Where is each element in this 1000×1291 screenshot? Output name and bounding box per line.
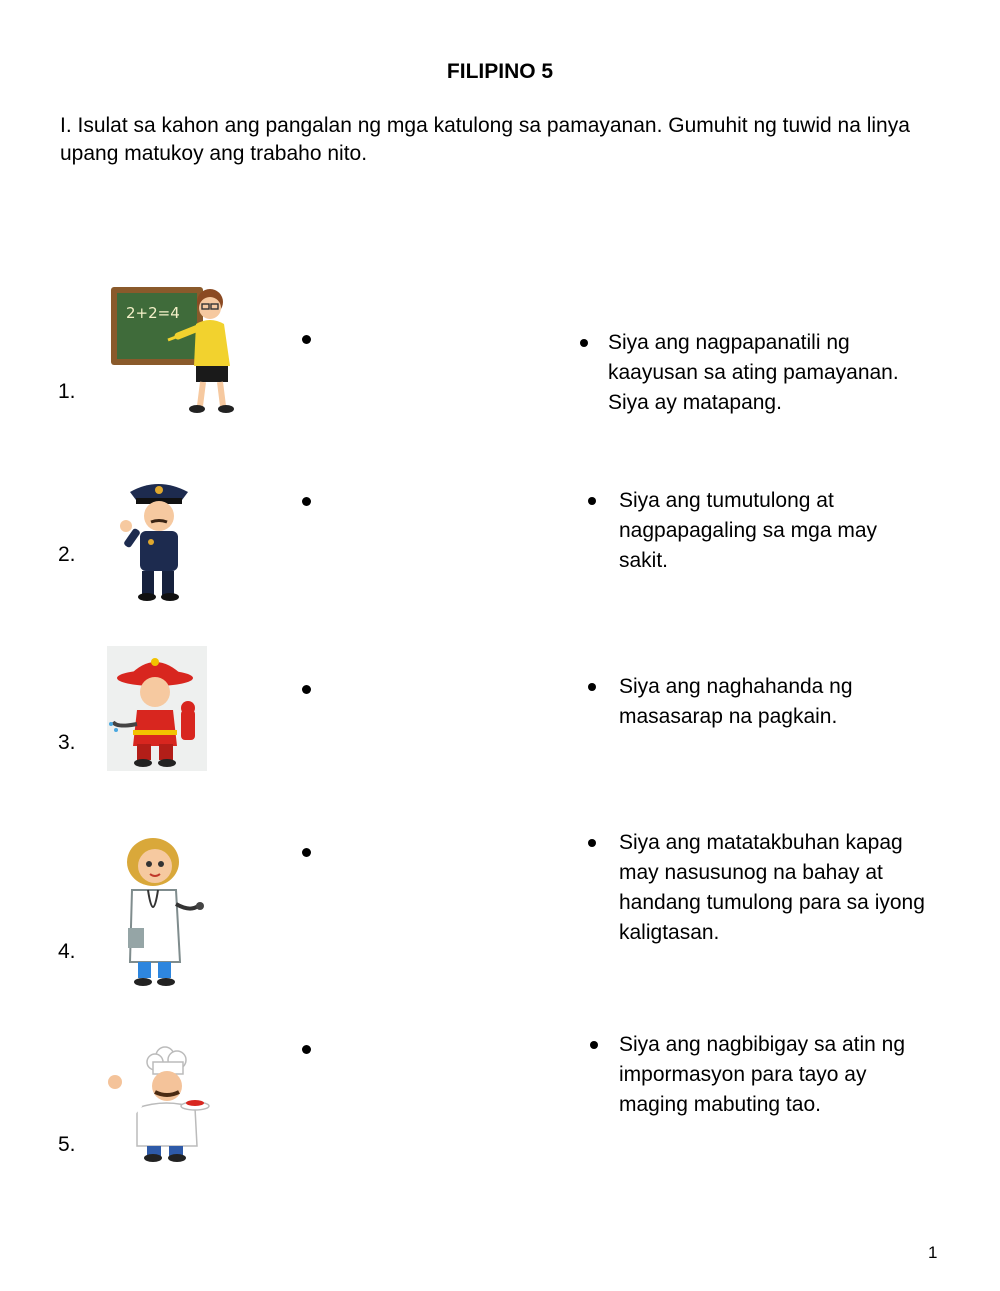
police-officer-illustration xyxy=(118,476,198,602)
description-text-4: Siya ang matatakbuhan kapag may nasusunog na bahay at handang tumulong para sa iyong kaligtasan. xyxy=(619,831,925,944)
match-dot-left-4[interactable] xyxy=(302,848,311,857)
item-number-5: 5. xyxy=(58,1133,76,1156)
match-dot-left-2[interactable] xyxy=(302,497,311,506)
teacher-illustration xyxy=(108,282,238,417)
description-item-4 xyxy=(588,828,938,948)
description-item-1 xyxy=(580,328,940,418)
item-number-1: 1. xyxy=(58,380,76,403)
match-dot-left-3[interactable] xyxy=(302,685,311,694)
page-title: FILIPINO 5 xyxy=(446,60,554,83)
description-item-5 xyxy=(590,1030,940,1120)
description-text-2: Siya ang tumutulong at nagpapagaling sa mga may sakit. xyxy=(619,489,878,572)
description-text-5: Siya ang nagbibigay sa atin ng impormasyon para tayo ay maging mabuting tao. xyxy=(619,1033,906,1116)
match-dot-right-4[interactable] xyxy=(588,839,596,847)
description-text-1: Siya ang nagpapanatili ng kaayusan sa ating pamayanan. Siya ay matapang. xyxy=(608,331,899,414)
description-item-3 xyxy=(588,672,898,732)
item-number-4: 4. xyxy=(58,940,76,963)
match-dot-left-1[interactable] xyxy=(302,335,311,344)
match-dot-right-1[interactable] xyxy=(580,339,588,347)
doctor-illustration xyxy=(118,834,208,989)
item-number-3: 3. xyxy=(58,731,76,754)
match-dot-right-5[interactable] xyxy=(590,1041,598,1049)
blackboard-equation: 2+2=4 xyxy=(126,304,180,322)
match-dot-right-3[interactable] xyxy=(588,683,596,691)
page-number: 1 xyxy=(928,1243,938,1262)
item-number-2: 2. xyxy=(58,543,76,566)
chef-illustration xyxy=(103,1046,213,1164)
description-item-2 xyxy=(588,486,888,576)
match-dot-right-2[interactable] xyxy=(588,497,596,505)
firefighter-illustration xyxy=(107,646,207,771)
match-dot-left-5[interactable] xyxy=(302,1045,311,1054)
instructions-text: I. Isulat sa kahon ang pangalan ng mga katulong sa pamayanan. Gumuhit ng tuwid na linya upang matukoy ang trabaho nito. xyxy=(60,114,910,165)
description-text-3: Siya ang naghahanda ng masasarap na pagkain. xyxy=(619,675,853,728)
